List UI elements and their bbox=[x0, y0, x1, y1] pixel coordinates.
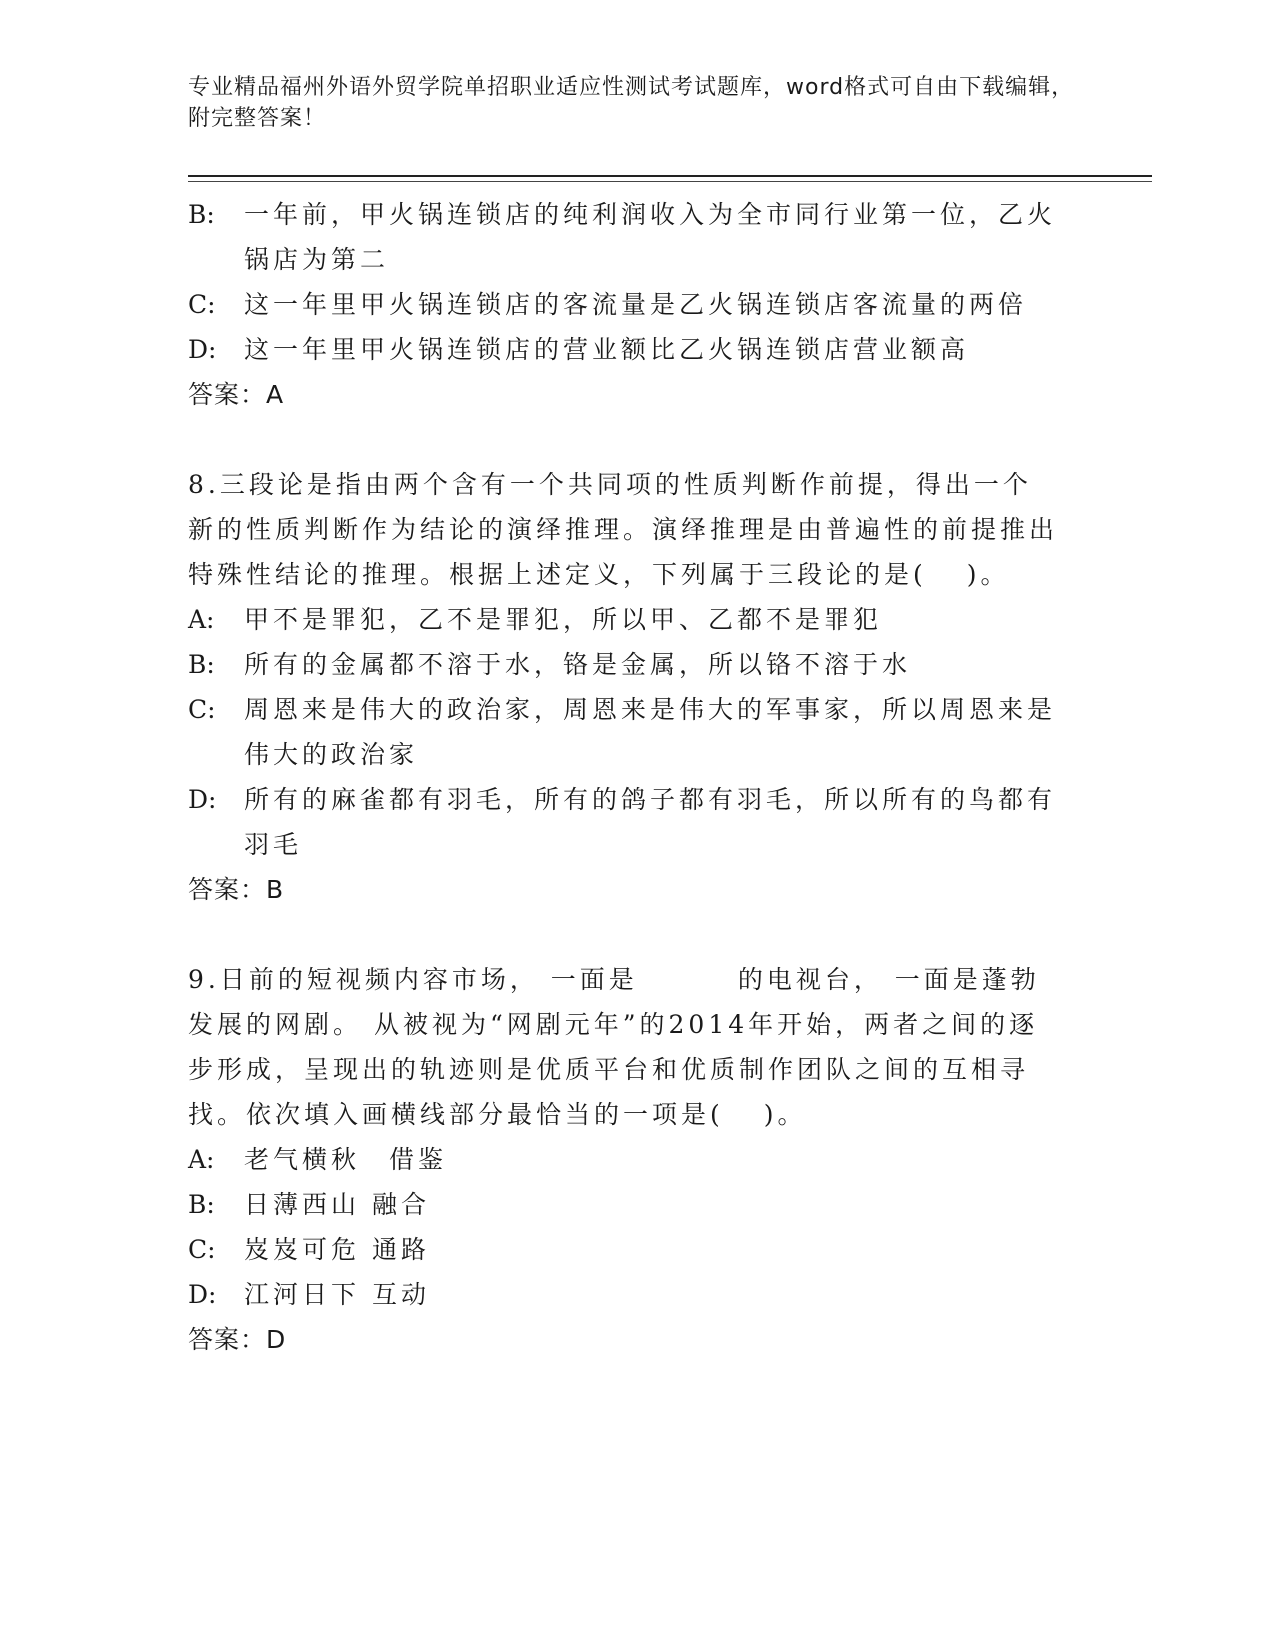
option-letter: D: bbox=[188, 335, 217, 364]
question-stem-text: 的电视台， 一面是蓬勃发展的网剧。 从被视为“网剧元年”的2014年开始，两者之间的逐步形成，呈现出的轨迹则是优质平台和优质制作团队之间的互相寻找。依次填入画横线部分最恰当的一项是( bbox=[188, 965, 1040, 1129]
question-stem-end: )。 bbox=[763, 1100, 807, 1129]
option-c bbox=[188, 282, 1058, 327]
option-text: 所有的麻雀都有羽毛，所有的鸽子都有羽毛，所以所有的鸟都有羽毛 bbox=[244, 785, 1057, 859]
option-text: 岌岌可危 通路 bbox=[244, 1235, 430, 1264]
option-text: 所有的金属都不溶于水，铬是金属，所以铬不溶于水 bbox=[244, 650, 912, 679]
option-letter: A: bbox=[188, 605, 215, 634]
document-header bbox=[188, 72, 1088, 134]
option-letter: C: bbox=[188, 290, 216, 319]
option-letter: B: bbox=[188, 650, 215, 679]
option-a bbox=[188, 1137, 1058, 1182]
option-text: 这一年里甲火锅连锁店的营业额比乙火锅连锁店营业额高 bbox=[244, 335, 970, 364]
option-text: 老气横秋 借鉴 bbox=[244, 1145, 448, 1174]
option-letter: B: bbox=[188, 1190, 215, 1219]
header-text: 专业精品福州外语外贸学院单招职业适应性测试考试题库，word格式可自由下载编辑，附完整答案！ bbox=[188, 75, 1075, 131]
option-a bbox=[188, 597, 1058, 642]
option-text: 江河日下 互动 bbox=[244, 1280, 430, 1309]
option-letter: D: bbox=[188, 1280, 217, 1309]
spacer bbox=[188, 912, 1058, 957]
header-divider-thin bbox=[188, 181, 1152, 182]
answer-line: 答案：A bbox=[188, 380, 285, 409]
question-stem-end: )。 bbox=[966, 560, 1010, 589]
option-d bbox=[188, 1272, 1058, 1317]
option-c bbox=[188, 1227, 1058, 1272]
answer-line: 答案：D bbox=[188, 1325, 287, 1354]
option-d bbox=[188, 327, 1058, 372]
option-text: 这一年里甲火锅连锁店的客流量是乙火锅连锁店客流量的两倍 bbox=[244, 290, 1028, 319]
option-letter: C: bbox=[188, 695, 216, 724]
question-9-stem bbox=[188, 957, 1058, 1137]
option-letter: D: bbox=[188, 785, 217, 814]
answer-line: 答案：B bbox=[188, 875, 285, 904]
option-text: 一年前，甲火锅连锁店的纯利润收入为全市同行业第一位，乙火锅店为第二 bbox=[244, 200, 1057, 274]
option-letter: C: bbox=[188, 1235, 216, 1264]
option-d bbox=[188, 777, 1058, 867]
spacer bbox=[188, 417, 1058, 462]
header-divider-thick bbox=[188, 175, 1152, 177]
option-text: 甲不是罪犯，乙不是罪犯，所以甲、乙都不是罪犯 bbox=[244, 605, 883, 634]
option-text: 日薄西山 融合 bbox=[244, 1190, 430, 1219]
option-letter: A: bbox=[188, 1145, 215, 1174]
option-c bbox=[188, 687, 1058, 777]
option-b bbox=[188, 192, 1058, 282]
question-stem-text: 9.日前的短视频内容市场， 一面是 bbox=[188, 965, 638, 994]
question-stem-text: 8.三段论是指由两个含有一个共同项的性质判断作前提，得出一个新的性质判断作为结论的演绎推理。演绎推理是由普遍性的前提推出特殊性结论的推理。根据上述定义，下列属于三段论的是( bbox=[188, 470, 1059, 589]
question-8-stem bbox=[188, 462, 1058, 597]
option-b bbox=[188, 642, 1058, 687]
option-letter: B: bbox=[188, 200, 215, 229]
question-content bbox=[188, 192, 1058, 1362]
option-text: 周恩来是伟大的政治家，周恩来是伟大的军事家，所以周恩来是伟大的政治家 bbox=[244, 695, 1057, 769]
option-b bbox=[188, 1182, 1058, 1227]
